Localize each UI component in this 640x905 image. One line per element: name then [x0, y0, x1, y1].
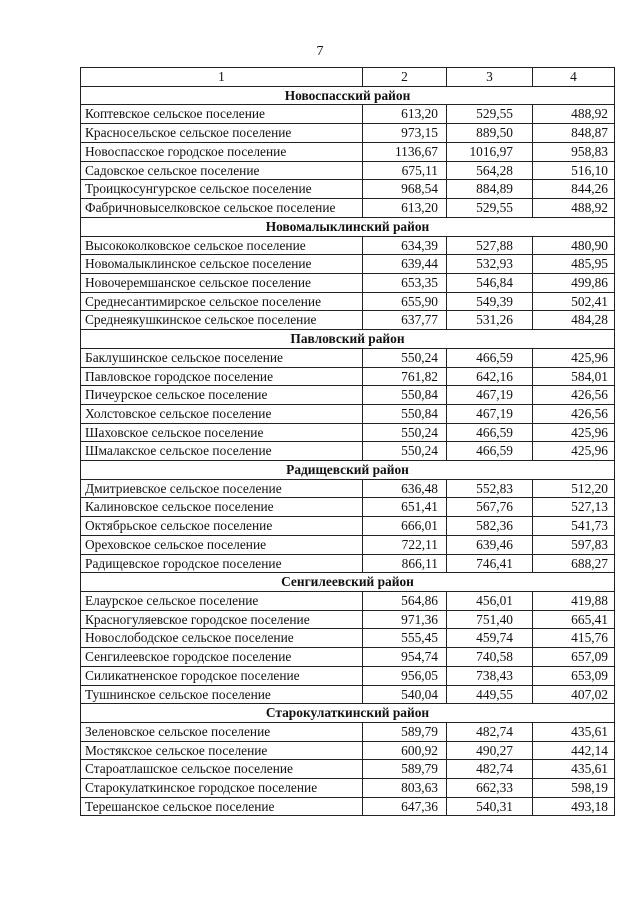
district-name: Новомалыклинский район — [81, 217, 615, 236]
value-col-3: 531,26 — [447, 311, 533, 330]
settlement-name: Старокулаткинское городское поселение — [81, 779, 363, 798]
value-col-3: 456,01 — [447, 591, 533, 610]
value-col-3: 662,33 — [447, 779, 533, 798]
value-col-2: 653,35 — [363, 274, 447, 293]
value-col-3: 490,27 — [447, 741, 533, 760]
value-col-4: 516,10 — [533, 161, 615, 180]
value-col-3: 482,74 — [447, 722, 533, 741]
value-col-2: 675,11 — [363, 161, 447, 180]
header-cell: 4 — [533, 68, 615, 87]
settlement-name: Сенгилеевское городское поселение — [81, 648, 363, 667]
table-row — [81, 404, 615, 423]
value-col-2: 639,44 — [363, 255, 447, 274]
table-row — [81, 648, 615, 667]
value-col-2: 1136,67 — [363, 142, 447, 161]
value-col-4: 499,86 — [533, 274, 615, 293]
value-col-4: 425,96 — [533, 348, 615, 367]
table-row — [81, 760, 615, 779]
table-row — [81, 255, 615, 274]
value-col-3: 467,19 — [447, 404, 533, 423]
value-col-3: 529,55 — [447, 198, 533, 217]
value-col-3: 751,40 — [447, 610, 533, 629]
value-col-2: 550,24 — [363, 442, 447, 461]
district-header-row — [81, 86, 615, 105]
value-col-2: 564,86 — [363, 591, 447, 610]
settlement-name: Шмалакское сельское поселение — [81, 442, 363, 461]
value-col-4: 485,95 — [533, 255, 615, 274]
value-col-3: 466,59 — [447, 423, 533, 442]
value-col-2: 968,54 — [363, 180, 447, 199]
settlement-name: Шаховское сельское поселение — [81, 423, 363, 442]
value-col-4: 426,56 — [533, 386, 615, 405]
value-col-3: 1016,97 — [447, 142, 533, 161]
settlement-name: Ореховское сельское поселение — [81, 535, 363, 554]
value-col-4: 848,87 — [533, 124, 615, 143]
value-col-2: 634,39 — [363, 236, 447, 255]
district-header-row — [81, 573, 615, 592]
header-cell: 1 — [81, 68, 363, 87]
table-row — [81, 498, 615, 517]
value-col-4: 435,61 — [533, 722, 615, 741]
value-col-2: 956,05 — [363, 666, 447, 685]
value-col-4: 598,19 — [533, 779, 615, 798]
table-row — [81, 554, 615, 573]
value-col-4: 426,56 — [533, 404, 615, 423]
settlement-name: Троицкосунгурское сельское поселение — [81, 180, 363, 199]
value-col-4: 502,41 — [533, 292, 615, 311]
value-col-3: 532,93 — [447, 255, 533, 274]
value-col-4: 958,83 — [533, 142, 615, 161]
value-col-4: 435,61 — [533, 760, 615, 779]
district-header-row — [81, 704, 615, 723]
settlement-name: Красногуляевское городское поселение — [81, 610, 363, 629]
settlement-name: Новочеремшанское сельское поселение — [81, 274, 363, 293]
settlement-name: Зеленовское сельское поселение — [81, 722, 363, 741]
value-col-2: 803,63 — [363, 779, 447, 798]
value-col-3: 482,74 — [447, 760, 533, 779]
district-header-row — [81, 217, 615, 236]
value-col-4: 425,96 — [533, 442, 615, 461]
district-name: Сенгилеевский район — [81, 573, 615, 592]
value-col-3: 466,59 — [447, 348, 533, 367]
page-number: 7 — [316, 44, 324, 59]
value-col-3: 540,31 — [447, 797, 533, 816]
table-row — [81, 629, 615, 648]
table-row — [81, 741, 615, 760]
value-col-2: 971,36 — [363, 610, 447, 629]
value-col-4: 665,41 — [533, 610, 615, 629]
value-col-3: 529,55 — [447, 105, 533, 124]
table-row — [81, 479, 615, 498]
value-col-3: 449,55 — [447, 685, 533, 704]
value-col-2: 600,92 — [363, 741, 447, 760]
value-col-2: 589,79 — [363, 722, 447, 741]
value-col-3: 889,50 — [447, 124, 533, 143]
value-col-2: 613,20 — [363, 198, 447, 217]
value-col-2: 540,04 — [363, 685, 447, 704]
value-col-2: 973,15 — [363, 124, 447, 143]
district-header-row — [81, 330, 615, 349]
table-row — [81, 535, 615, 554]
settlement-name: Коптевское сельское поселение — [81, 105, 363, 124]
district-header-row — [81, 461, 615, 480]
settlement-name: Садовское сельское поселение — [81, 161, 363, 180]
value-col-2: 666,01 — [363, 517, 447, 536]
value-col-4: 688,27 — [533, 554, 615, 573]
value-col-4: 425,96 — [533, 423, 615, 442]
value-col-3: 549,39 — [447, 292, 533, 311]
table-row — [81, 348, 615, 367]
value-col-3: 639,46 — [447, 535, 533, 554]
settlement-name: Силикатненское городское поселение — [81, 666, 363, 685]
value-col-4: 480,90 — [533, 236, 615, 255]
table-header-row — [81, 68, 615, 87]
table-row — [81, 591, 615, 610]
value-col-2: 761,82 — [363, 367, 447, 386]
header-cell: 3 — [447, 68, 533, 87]
settlement-name: Терешанское сельское поселение — [81, 797, 363, 816]
table-row — [81, 198, 615, 217]
district-name: Павловский район — [81, 330, 615, 349]
value-col-2: 637,77 — [363, 311, 447, 330]
value-col-3: 746,41 — [447, 554, 533, 573]
value-col-4: 488,92 — [533, 198, 615, 217]
data-table — [80, 67, 615, 816]
value-col-4: 442,14 — [533, 741, 615, 760]
header-cell: 2 — [363, 68, 447, 87]
table-row — [81, 311, 615, 330]
table-row — [81, 105, 615, 124]
value-col-2: 651,41 — [363, 498, 447, 517]
settlement-name: Староатлашское сельское поселение — [81, 760, 363, 779]
settlement-name: Калиновское сельское поселение — [81, 498, 363, 517]
value-col-3: 738,43 — [447, 666, 533, 685]
table-row — [81, 236, 615, 255]
value-col-2: 722,11 — [363, 535, 447, 554]
settlement-name: Тушнинское сельское поселение — [81, 685, 363, 704]
settlement-name: Красносельское сельское поселение — [81, 124, 363, 143]
settlement-name: Радищевское городское поселение — [81, 554, 363, 573]
district-name: Новоспасский район — [81, 86, 615, 105]
value-col-4: 484,28 — [533, 311, 615, 330]
table-row — [81, 367, 615, 386]
settlement-name: Елаурское сельское поселение — [81, 591, 363, 610]
value-col-4: 657,09 — [533, 648, 615, 667]
table-row — [81, 722, 615, 741]
settlement-name: Октябрьское сельское поселение — [81, 517, 363, 536]
value-col-3: 642,16 — [447, 367, 533, 386]
settlement-name: Фабричновыселковское сельское поселение — [81, 198, 363, 217]
value-col-2: 550,84 — [363, 386, 447, 405]
table-row — [81, 666, 615, 685]
value-col-4: 512,20 — [533, 479, 615, 498]
settlement-name: Пичеурское сельское поселение — [81, 386, 363, 405]
settlement-name: Новослободское сельское поселение — [81, 629, 363, 648]
table-row — [81, 161, 615, 180]
table-row — [81, 423, 615, 442]
value-col-2: 954,74 — [363, 648, 447, 667]
table-row — [81, 386, 615, 405]
value-col-3: 564,28 — [447, 161, 533, 180]
value-col-2: 589,79 — [363, 760, 447, 779]
value-col-3: 567,76 — [447, 498, 533, 517]
value-col-4: 584,01 — [533, 367, 615, 386]
value-col-3: 459,74 — [447, 629, 533, 648]
settlement-name: Холстовское сельское поселение — [81, 404, 363, 423]
settlement-name: Высококолковское сельское поселение — [81, 236, 363, 255]
value-col-4: 653,09 — [533, 666, 615, 685]
table-row — [81, 685, 615, 704]
table-row — [81, 124, 615, 143]
value-col-2: 613,20 — [363, 105, 447, 124]
table-row — [81, 142, 615, 161]
table-row — [81, 180, 615, 199]
value-col-2: 550,84 — [363, 404, 447, 423]
table-row — [81, 779, 615, 798]
settlement-name: Павловское городское поселение — [81, 367, 363, 386]
settlement-name: Новоспасское городское поселение — [81, 142, 363, 161]
value-col-3: 527,88 — [447, 236, 533, 255]
value-col-2: 655,90 — [363, 292, 447, 311]
value-col-3: 884,89 — [447, 180, 533, 199]
settlement-name: Новомалыклинское сельское поселение — [81, 255, 363, 274]
value-col-3: 546,84 — [447, 274, 533, 293]
value-col-4: 597,83 — [533, 535, 615, 554]
value-col-2: 647,36 — [363, 797, 447, 816]
value-col-4: 488,92 — [533, 105, 615, 124]
value-col-2: 550,24 — [363, 423, 447, 442]
settlement-name: Мостякское сельское поселение — [81, 741, 363, 760]
table-row — [81, 610, 615, 629]
district-name: Радищевский район — [81, 461, 615, 480]
value-col-2: 555,45 — [363, 629, 447, 648]
table-row — [81, 274, 615, 293]
value-col-4: 407,02 — [533, 685, 615, 704]
value-col-3: 740,58 — [447, 648, 533, 667]
table-row — [81, 292, 615, 311]
value-col-3: 552,83 — [447, 479, 533, 498]
table-row — [81, 517, 615, 536]
value-col-2: 550,24 — [363, 348, 447, 367]
value-col-4: 415,76 — [533, 629, 615, 648]
settlement-name: Баклушинское сельское поселение — [81, 348, 363, 367]
value-col-2: 636,48 — [363, 479, 447, 498]
table-row — [81, 442, 615, 461]
value-col-3: 467,19 — [447, 386, 533, 405]
table-row — [81, 797, 615, 816]
value-col-4: 527,13 — [533, 498, 615, 517]
district-name: Старокулаткинский район — [81, 704, 615, 723]
value-col-2: 866,11 — [363, 554, 447, 573]
settlement-name: Среднесантимирское сельское поселение — [81, 292, 363, 311]
value-col-3: 466,59 — [447, 442, 533, 461]
value-col-4: 541,73 — [533, 517, 615, 536]
value-col-4: 493,18 — [533, 797, 615, 816]
value-col-4: 419,88 — [533, 591, 615, 610]
value-col-4: 844,26 — [533, 180, 615, 199]
value-col-3: 582,36 — [447, 517, 533, 536]
settlement-name: Дмитриевское сельское поселение — [81, 479, 363, 498]
settlement-name: Среднеякушкинское сельское поселение — [81, 311, 363, 330]
